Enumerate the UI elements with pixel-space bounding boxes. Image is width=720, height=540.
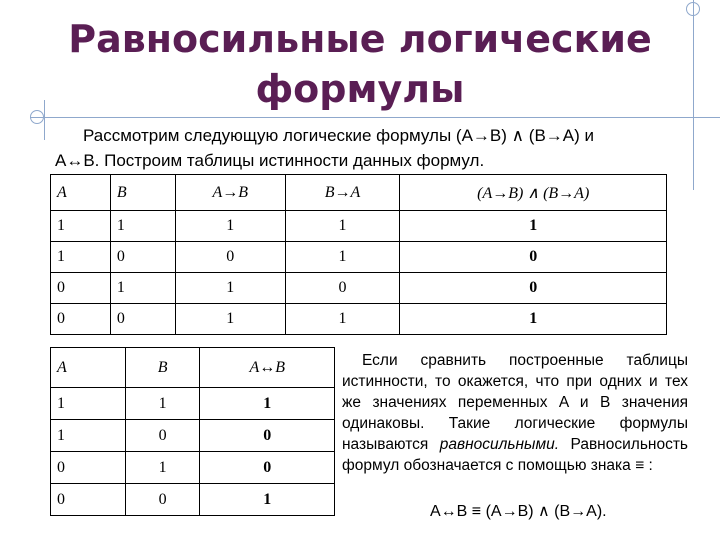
equivalence-formula: A↔B ≡ (A→B) ∧ (B→A). bbox=[430, 503, 607, 520]
table-cell: 0 bbox=[51, 452, 126, 484]
decorative-vertical-line-left bbox=[44, 100, 45, 140]
header-cell: (A→B) ∧ (B→A) bbox=[400, 175, 667, 211]
paragraph-text-end: Равносильность формул обозначается с помощью знака ≡ : bbox=[342, 436, 688, 474]
table-row bbox=[51, 388, 335, 420]
emphasis-term: равносильными. bbox=[439, 436, 560, 453]
explanation-paragraph bbox=[342, 350, 688, 476]
table-row bbox=[51, 211, 667, 242]
intro-line-1: Рассмотрим следующую логические формулы (A→B) ∧ (B→A) и bbox=[83, 126, 595, 145]
table-cell: 1 bbox=[51, 211, 111, 242]
result-cell: 1 bbox=[400, 211, 667, 242]
table-cell: 1 bbox=[51, 242, 111, 273]
paragraph-text: Если сравнить построенные таблицы истинности, то окажется, что при одних и тех же значениях переменных A и B значения одинаковы. Такие логические формулы называются bbox=[342, 352, 688, 453]
table-cell: 1 bbox=[285, 242, 400, 273]
table-header-row bbox=[51, 175, 667, 211]
table-cell: 1 bbox=[175, 273, 285, 304]
result-cell: 0 bbox=[200, 420, 335, 452]
slide-title: Равносильные логические формулы bbox=[68, 17, 652, 111]
result-cell: 0 bbox=[400, 242, 667, 273]
result-cell: 1 bbox=[200, 484, 335, 516]
table-row bbox=[51, 242, 667, 273]
decorative-circle-left bbox=[30, 110, 44, 124]
table-cell: 0 bbox=[51, 304, 111, 335]
table-cell: 0 bbox=[51, 484, 126, 516]
header-cell: A↔B bbox=[200, 348, 335, 388]
truth-table-conjunction bbox=[50, 174, 667, 335]
decorative-horizontal-line bbox=[30, 117, 720, 118]
table-row bbox=[51, 304, 667, 335]
header-cell: A bbox=[51, 175, 111, 211]
intro-text bbox=[55, 123, 685, 173]
table-cell: 1 bbox=[175, 304, 285, 335]
table-row bbox=[51, 420, 335, 452]
table-cell: 0 bbox=[110, 242, 175, 273]
result-cell: 0 bbox=[400, 273, 667, 304]
result-cell: 0 bbox=[200, 452, 335, 484]
header-cell: A bbox=[51, 348, 126, 388]
table-row bbox=[51, 452, 335, 484]
table-cell: 0 bbox=[175, 242, 285, 273]
table-cell: 1 bbox=[125, 452, 200, 484]
result-cell: 1 bbox=[200, 388, 335, 420]
table-cell: 0 bbox=[285, 273, 400, 304]
truth-table-equivalence bbox=[50, 347, 335, 516]
decorative-vertical-line bbox=[693, 0, 694, 190]
decorative-circle-right bbox=[686, 2, 700, 16]
table-row bbox=[51, 273, 667, 304]
table-cell: 1 bbox=[285, 304, 400, 335]
table-cell: 1 bbox=[51, 388, 126, 420]
result-cell: 1 bbox=[400, 304, 667, 335]
table-cell: 1 bbox=[285, 211, 400, 242]
header-cell: A→B bbox=[175, 175, 285, 211]
table-cell: 0 bbox=[110, 304, 175, 335]
table-cell: 1 bbox=[110, 273, 175, 304]
table-cell: 0 bbox=[51, 273, 111, 304]
intro-line-2: A↔B. Построим таблицы истинности данных формул. bbox=[55, 151, 485, 170]
table-cell: 1 bbox=[125, 388, 200, 420]
table-header-row bbox=[51, 348, 335, 388]
table-cell: 1 bbox=[51, 420, 126, 452]
header-cell: B bbox=[125, 348, 200, 388]
header-cell: B bbox=[110, 175, 175, 211]
table-row bbox=[51, 484, 335, 516]
header-cell: B→A bbox=[285, 175, 400, 211]
table-cell: 0 bbox=[125, 484, 200, 516]
table-cell: 1 bbox=[175, 211, 285, 242]
table-cell: 0 bbox=[125, 420, 200, 452]
table-cell: 1 bbox=[110, 211, 175, 242]
